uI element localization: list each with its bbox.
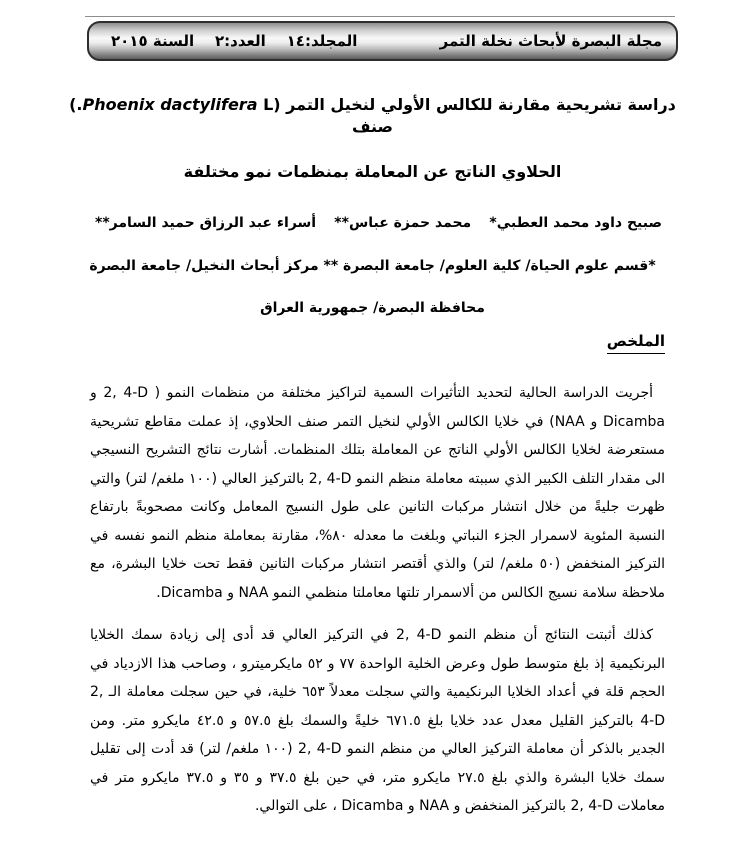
abstract-heading-row (0, 331, 665, 354)
title-arabic-end: ) صنف (69, 95, 394, 136)
journal-title: مجلة البصرة لأبحاث نخلة التمر (439, 32, 662, 50)
author-2: محمد حمزة عباس** (334, 215, 472, 231)
author-1: صبيح داود محمد العطبي* (489, 215, 662, 231)
title-line-2: الحلاوي الناتج عن المعاملة بمنظمات نمو مختلفة (183, 162, 562, 181)
abstract-paragraph-2: كذلك أثبتت النتائج أن منظم النمو ‪2, 4-D‬ في التركيز العالي قد أدى إلى زيادة سمك الخلايا البرنكيمية إذ بلغ متوسط طول وعرض الخلية الواحدة ٧٧ و ٥٢ مايكرميترو ، وصاحب هذا الازدياد في الحجم قلة في أعداد الخلايا البرنكيمية والتي سجلت معدلاً ٦٥٣ خلية، في حين سجلت معاملة الـ ‪2, 4-D‬ بالتركيز القليل معدل عدد خلايا بلغ ٦٧١.٥ خليةً والسمك بلغ ٥٧.٥ و ٤٢.٥ مايكرو متر. ومن الجدير بالذكر أن معاملة التركيز العالي من منظم النمو ‪2, 4-D‬ (١٠٠ ملغم/ لتر) قد أدت إلى تقليل سمك خلايا البشرة والذي بلغ ٢٧.٥ مايكرو متر، في حين بلغ ٣٧.٥ و ٣٥ و ٣٧.٥ مايكرو متر في معاملات ‪2, 4-D‬ بالتركيز المنخفض و NAA و Dicamba ، على التوالي. (90, 627, 666, 814)
header-top-rule (85, 16, 675, 17)
authors-row (95, 213, 662, 233)
journal-banner (87, 21, 678, 61)
volume-issue-year: المجلد:١٤ العدد:٢ السنة ٢٠١٥ (111, 32, 358, 50)
abstract-heading: الملخص (607, 331, 665, 354)
species-authority: L. (76, 95, 274, 114)
abstract-paragraph-1: أجريت الدراسة الحالية لتحديد التأثيرات السمية لتراكيز مختلفة من منظمات النمو ( ‪2, 4-D‬ و Dicamba و NAA) في خلايا الكالس الأولي لنخيل التمر صنف الحلاوي، إذ عملت مقاطع تشريحية مستعرضة لخلايا الكالس الأولي الناتج عن المعاملة بتلك المنظمات. أشارت نتائج التشريح النسيجي الى مقدار التلف الكبير الذي سببته معاملة منظم النمو ‪2, 4-D‬ بالتركيز العالي (١٠٠ ملغم/ لتر) والتي ظهرت جليةً من خلال انتشار مركبات التانين على طول النسيج المعامل وكانت مصحوبةً بارتفاع النسبة المئوية لاسمرار الجزء النباتي وبلغت ما معدله ٨٠%، مقارنة بمعاملة منظم النمو نفسه في التركيز المنخفض (٥٠ ملغم/ لتر) والذي أقتصر انتشار مركبات التانين فقط تحت خلايا البشرة، مع ملاحظة سلامة نسيج الكالس من ألاسمرار تلتها معاملتا منظمي النمو NAA و Dicamba. (90, 385, 666, 601)
affiliation-line-2: محافظة البصرة/ جمهورية العراق (260, 300, 485, 316)
affiliation-line-1: *قسم علوم الحياة/ كلية العلوم/ جامعة البصرة ** مركز أبحاث النخيل/ جامعة البصرة (89, 258, 656, 274)
title-arabic-start: دراسة تشريحية مقارنة للكالس الأولي لنخيل التمر ( (273, 95, 676, 114)
species-name: Phoenix dactylifera (82, 95, 258, 114)
author-3: أسراء عبد الرزاق حميد السامر** (95, 215, 317, 231)
title-line-1 (50, 94, 695, 138)
